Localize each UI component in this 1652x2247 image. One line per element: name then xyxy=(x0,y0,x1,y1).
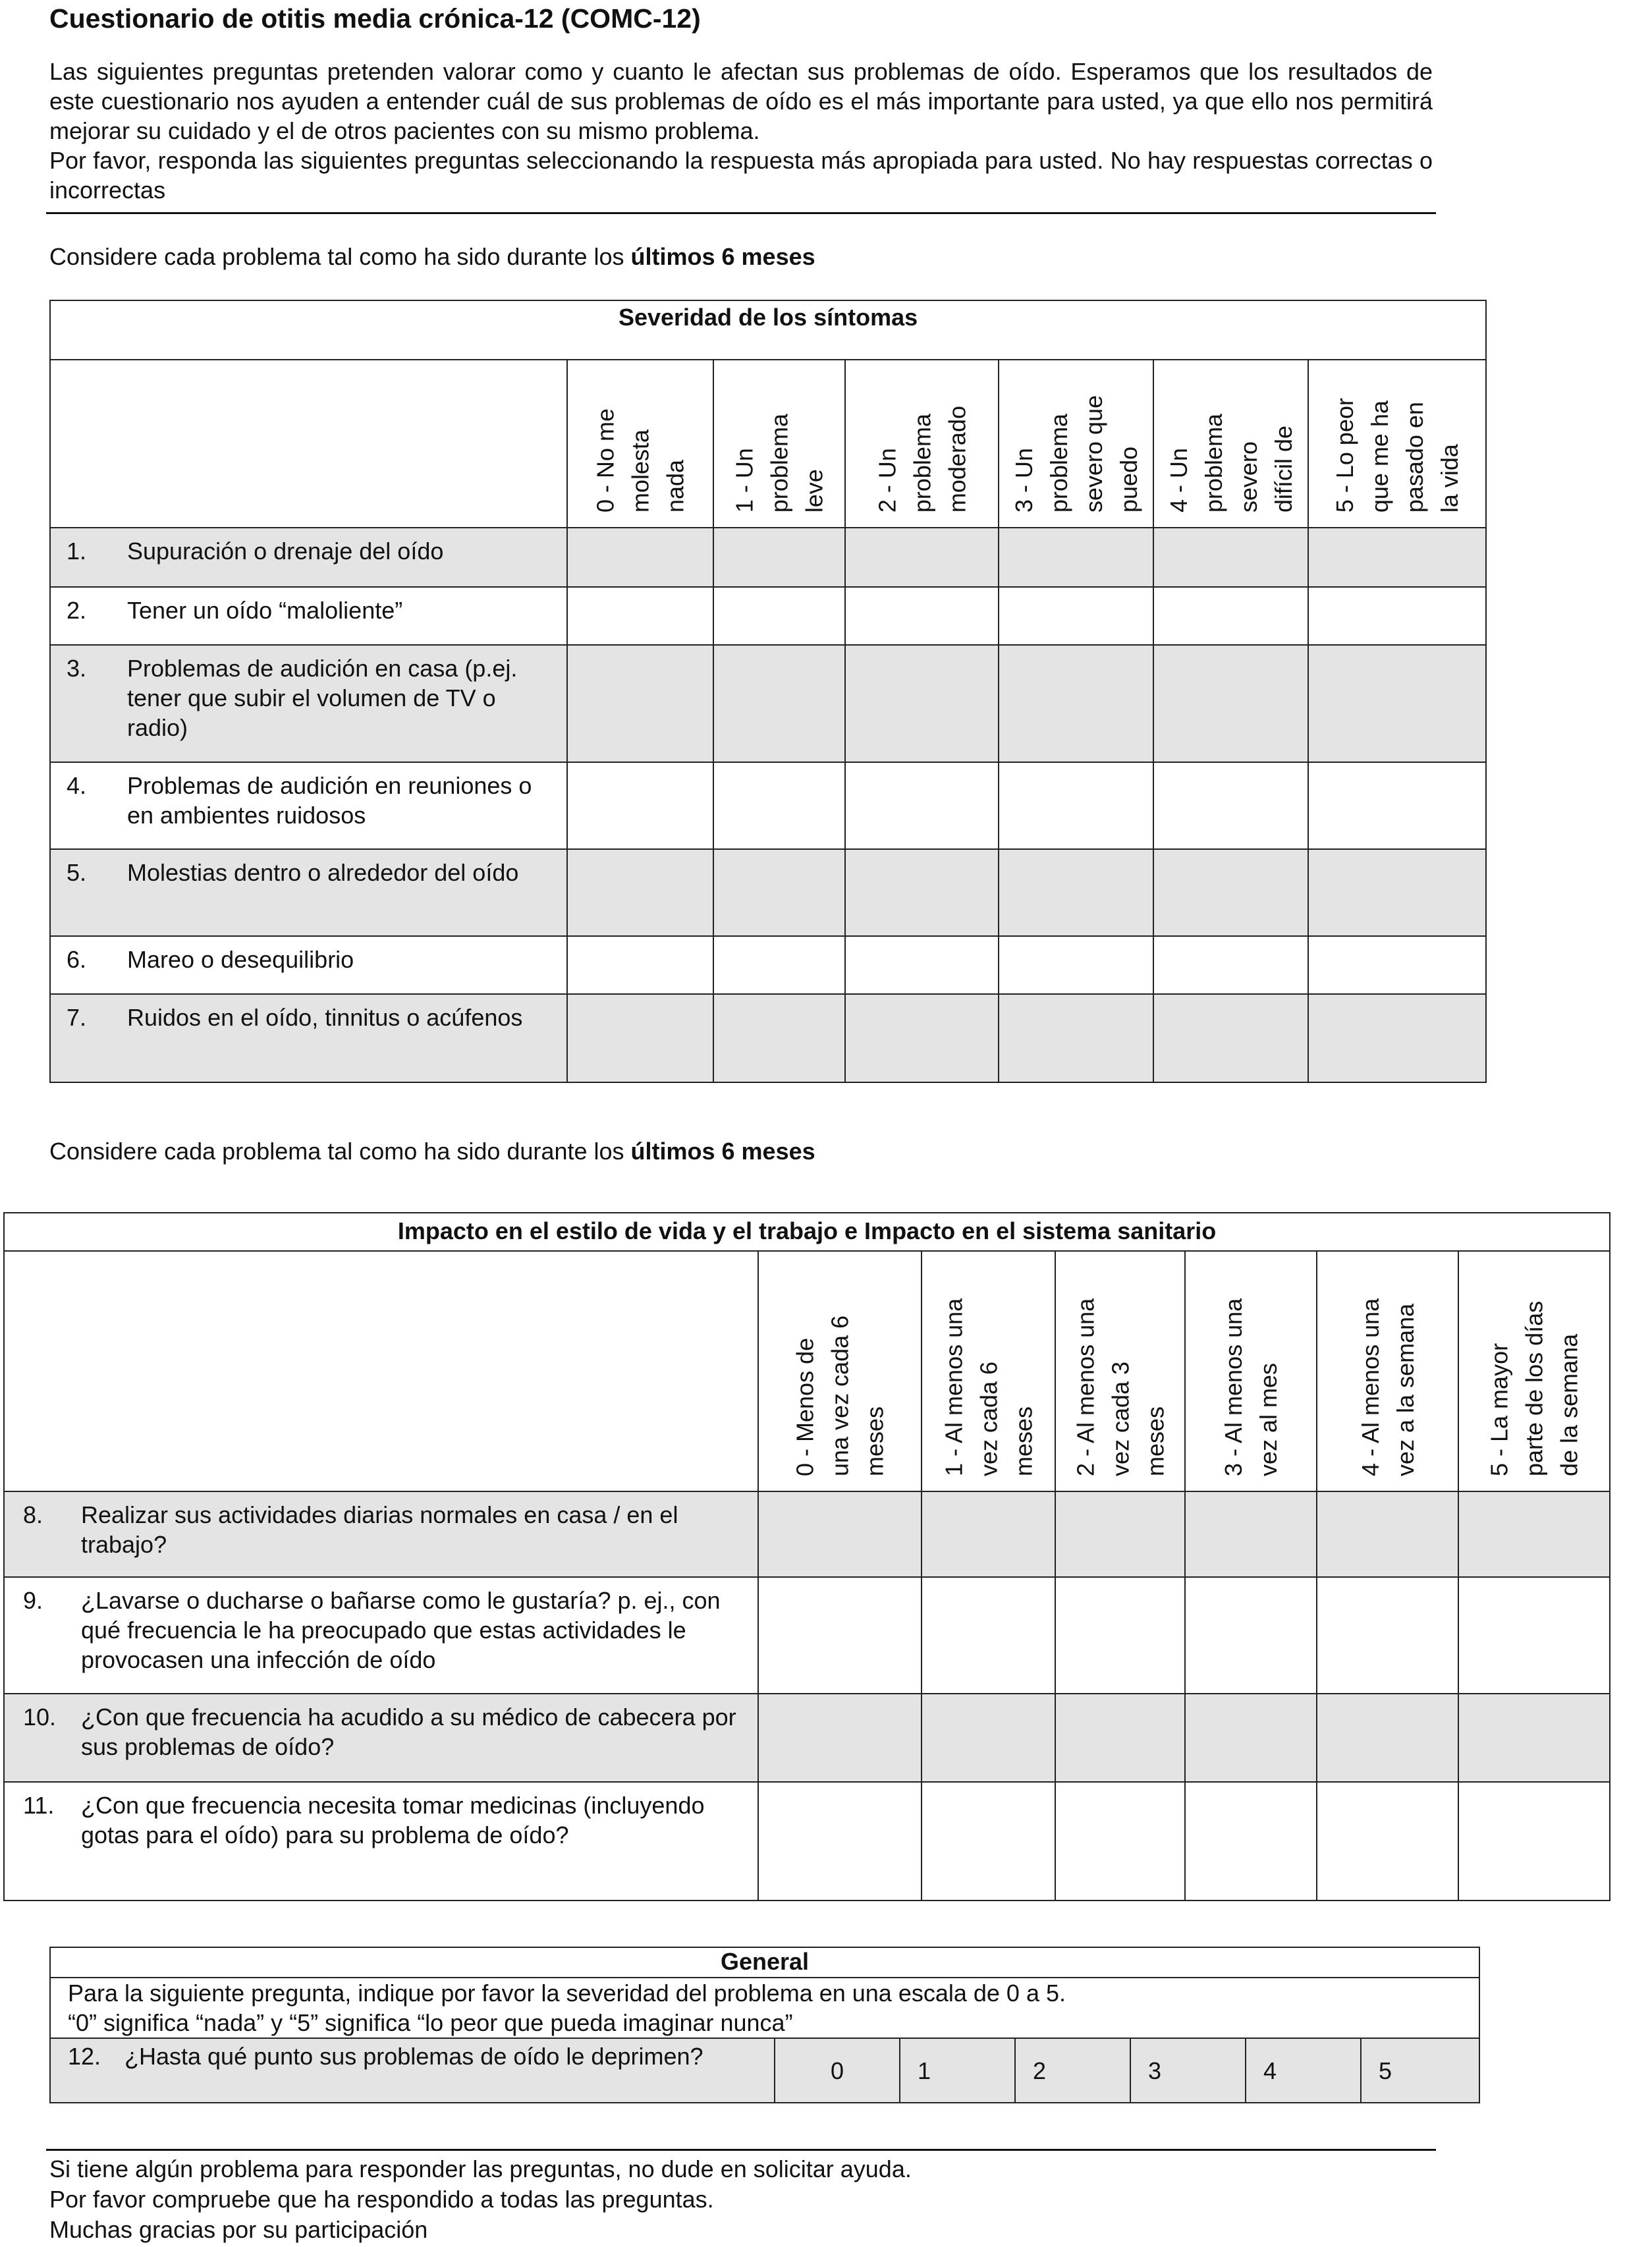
answer-cell[interactable] xyxy=(922,1577,1055,1694)
answer-cell[interactable] xyxy=(713,762,845,849)
answer-cell[interactable] xyxy=(567,528,713,587)
general-heading: General xyxy=(50,1947,1479,1978)
answer-cell[interactable] xyxy=(1308,762,1486,849)
answer-cell[interactable] xyxy=(999,587,1153,645)
consider-note-2: Considere cada problema tal como ha sido durante los últimos 6 meses xyxy=(49,1138,815,1165)
answer-cell[interactable] xyxy=(1153,936,1308,994)
table-row: 9. ¿Lavarse o ducharse o bañarse como le gustaría? p. ej., con qué frecuencia le ha preocupado que estas actividades le provocasen una infección de oído xyxy=(4,1577,1610,1694)
question-text: Molestias dentro o alrededor del oído xyxy=(127,859,519,886)
table-row: 7. Ruidos en el oído, tinnitus o acúfenos xyxy=(50,994,1486,1082)
answer-cell[interactable] xyxy=(1185,1491,1317,1577)
answer-cell[interactable] xyxy=(567,936,713,994)
general-instruction-2: “0” significa “nada” y “5” significa “lo peor que pueda imaginar nunca” xyxy=(68,2009,793,2036)
answer-cell[interactable] xyxy=(1153,528,1308,587)
answer-cell[interactable] xyxy=(567,645,713,762)
footer-line-1: Si tiene algún problema para responder las preguntas, no dude en solicitar ayuda. xyxy=(49,2155,912,2182)
table-row: 3. Problemas de audición en casa (p.ej. tener que subir el volumen de TV o radio) xyxy=(50,645,1486,762)
answer-cell[interactable] xyxy=(713,849,845,936)
answer-cell[interactable] xyxy=(845,645,999,762)
question-text: Tener un oído “maloliente” xyxy=(127,597,403,624)
answer-cell[interactable] xyxy=(567,762,713,849)
scale-option-5[interactable]: 5 xyxy=(1361,2038,1479,2103)
answer-cell[interactable] xyxy=(845,936,999,994)
severity-option-0: 0 - No me molesta nada xyxy=(592,408,689,513)
consider-note-1: Considere cada problema tal como ha sido durante los últimos 6 meses xyxy=(49,243,815,270)
table-row: 1. Supuración o drenaje del oído xyxy=(50,528,1486,587)
scale-option-4[interactable]: 4 xyxy=(1246,2038,1361,2103)
symptoms-heading: Severidad de los síntomas xyxy=(50,300,1486,360)
question-text: ¿Lavarse o ducharse o bañarse como le gustaría? p. ej., con qué frecuencia le ha preocupado que estas actividades le provocasen una infección de oído xyxy=(81,1587,721,1673)
table-row: 12. ¿Hasta qué punto sus problemas de oído le deprimen? 0 1 2 3 4 5 xyxy=(50,2038,1479,2103)
answer-cell[interactable] xyxy=(1055,1782,1185,1900)
scale-option-3[interactable]: 3 xyxy=(1130,2038,1246,2103)
answer-cell[interactable] xyxy=(1153,762,1308,849)
answer-cell[interactable] xyxy=(1458,1491,1610,1577)
answer-cell[interactable] xyxy=(567,587,713,645)
divider xyxy=(46,212,1436,214)
question-text: Problemas de audición en reuniones o en ambientes ruidosos xyxy=(127,772,532,829)
answer-cell[interactable] xyxy=(1308,849,1486,936)
answer-cell[interactable] xyxy=(922,1782,1055,1900)
table-row: 11. ¿Con que frecuencia necesita tomar medicinas (incluyendo gotas para el oído) para su problema de oído? xyxy=(4,1782,1610,1900)
answer-cell[interactable] xyxy=(1185,1577,1317,1694)
answer-cell[interactable] xyxy=(758,1577,922,1694)
answer-cell[interactable] xyxy=(713,645,845,762)
frequency-option-3: 3 - Al menos una vez al mes xyxy=(1220,1298,1282,1476)
answer-cell[interactable] xyxy=(567,849,713,936)
table-row: 10. ¿Con que frecuencia ha acudido a su médico de cabecera por sus problemas de oído? xyxy=(4,1694,1610,1782)
answer-cell[interactable] xyxy=(845,849,999,936)
divider xyxy=(46,2149,1436,2151)
scale-option-1[interactable]: 1 xyxy=(900,2038,1015,2103)
answer-cell[interactable] xyxy=(845,762,999,849)
answer-cell[interactable] xyxy=(1153,849,1308,936)
severity-option-2: 2 - Un problema moderado xyxy=(873,405,970,513)
table-row: 2. Tener un oído “maloliente” xyxy=(50,587,1486,645)
answer-cell[interactable] xyxy=(999,645,1153,762)
answer-cell[interactable] xyxy=(999,849,1153,936)
answer-cell[interactable] xyxy=(1317,1782,1458,1900)
answer-cell[interactable] xyxy=(713,936,845,994)
symptoms-table xyxy=(49,300,1487,1083)
answer-cell[interactable] xyxy=(1308,936,1486,994)
impact-table xyxy=(3,1212,1611,1901)
footer-line-2: Por favor compruebe que ha respondido a todas las preguntas. xyxy=(49,2186,714,2213)
question-text: Realizar sus actividades diarias normales en casa / en el trabajo? xyxy=(81,1501,678,1558)
scale-option-0[interactable]: 0 xyxy=(775,2038,900,2103)
answer-cell[interactable] xyxy=(1458,1694,1610,1782)
scale-option-2[interactable]: 2 xyxy=(1015,2038,1130,2103)
answer-cell[interactable] xyxy=(713,528,845,587)
answer-cell[interactable] xyxy=(1185,1694,1317,1782)
answer-cell[interactable] xyxy=(845,994,999,1082)
question-text: ¿Hasta qué punto sus problemas de oído le deprimen? xyxy=(124,2043,703,2070)
answer-cell[interactable] xyxy=(1055,1577,1185,1694)
intro-paragraph-1: Las siguientes preguntas pretenden valorar como y cuanto le afectan sus problemas de oído. Esperamos que los resultados de este cuestionario nos ayuden a entender cuál de sus problemas de oído es el más importante para usted, ya que ello nos permitirá mejorar su cuidado y el de otros pacientes con su mismo problema. xyxy=(49,58,1433,144)
answer-cell[interactable] xyxy=(567,994,713,1082)
impact-heading: Impacto en el estilo de vida y el trabajo e Impacto en el sistema sanitario xyxy=(4,1213,1610,1251)
general-table xyxy=(49,1947,1480,2103)
severity-option-1: 1 - Un problema leve xyxy=(730,413,828,513)
answer-cell[interactable] xyxy=(758,1782,922,1900)
footer-line-3: Muchas gracias por su participación xyxy=(49,2216,428,2243)
answer-cell[interactable] xyxy=(1458,1577,1610,1694)
answer-cell[interactable] xyxy=(922,1694,1055,1782)
answer-cell[interactable] xyxy=(999,528,1153,587)
answer-cell[interactable] xyxy=(999,994,1153,1082)
question-text: Problemas de audición en casa (p.ej. tener que subir el volumen de TV o radio) xyxy=(127,655,518,741)
answer-cell[interactable] xyxy=(1308,994,1486,1082)
page-title: Cuestionario de otitis media crónica-12 (COMC-12) xyxy=(49,3,701,34)
answer-cell[interactable] xyxy=(1317,1491,1458,1577)
answer-cell[interactable] xyxy=(922,1491,1055,1577)
answer-cell[interactable] xyxy=(1153,645,1308,762)
answer-cell[interactable] xyxy=(845,528,999,587)
question-text: Ruidos en el oído, tinnitus o acúfenos xyxy=(127,1004,523,1031)
question-text: Supuración o drenaje del oído xyxy=(127,538,444,565)
answer-cell[interactable] xyxy=(1055,1491,1185,1577)
answer-cell[interactable] xyxy=(758,1491,922,1577)
answer-cell[interactable] xyxy=(1055,1694,1185,1782)
answer-cell[interactable] xyxy=(758,1694,922,1782)
answer-cell[interactable] xyxy=(1185,1782,1317,1900)
frequency-option-1: 1 - Al menos una vez cada 6 meses xyxy=(940,1298,1037,1476)
question-text: ¿Con que frecuencia necesita tomar medicinas (incluyendo gotas para el oído) para su problema de oído? xyxy=(81,1792,705,1848)
frequency-option-4: 4 - Al menos una vez a la semana xyxy=(1356,1298,1419,1476)
general-instruction-1: Para la siguiente pregunta, indique por favor la severidad del problema en una escala de 0 a 5. xyxy=(68,1980,1066,2007)
table-row: 4. Problemas de audición en reuniones o en ambientes ruidosos xyxy=(50,762,1486,849)
footer xyxy=(49,2154,912,2245)
answer-cell[interactable] xyxy=(1317,1694,1458,1782)
severity-option-3: 3 - Un problema severo que puedo xyxy=(1010,395,1142,513)
severity-option-4: 4 - Un problema severo difícil de xyxy=(1165,413,1297,513)
answer-cell[interactable] xyxy=(845,587,999,645)
symptoms-scale-header xyxy=(50,360,1486,528)
table-row: 8. Realizar sus actividades diarias normales en casa / en el trabajo? xyxy=(4,1491,1610,1577)
answer-cell[interactable] xyxy=(1153,587,1308,645)
question-text: Mareo o desequilibrio xyxy=(127,946,354,973)
table-row: 6. Mareo o desequilibrio xyxy=(50,936,1486,994)
frequency-option-2: 2 - Al menos una vez cada 3 meses xyxy=(1072,1298,1169,1476)
intro-paragraph-2: Por favor, responda las siguientes preguntas seleccionando la respuesta más apropiada para usted. No hay respuestas correctas o incorrectas xyxy=(49,147,1433,204)
answer-cell[interactable] xyxy=(713,994,845,1082)
impact-scale-header xyxy=(4,1251,1610,1491)
answer-cell[interactable] xyxy=(999,936,1153,994)
frequency-option-5: 5 - La mayor parte de los días de la semana xyxy=(1485,1300,1583,1476)
answer-cell[interactable] xyxy=(1308,645,1486,762)
question-text: ¿Con que frecuencia ha acudido a su médico de cabecera por sus problemas de oído? xyxy=(81,1704,736,1760)
answer-cell[interactable] xyxy=(1308,528,1486,587)
answer-cell[interactable] xyxy=(999,762,1153,849)
intro xyxy=(49,57,1433,205)
answer-cell[interactable] xyxy=(713,587,845,645)
answer-cell[interactable] xyxy=(1458,1782,1610,1900)
severity-option-5: 5 - Lo peor que me ha pasado en la vida xyxy=(1331,397,1464,513)
table-row: 5. Molestias dentro o alrededor del oído xyxy=(50,849,1486,936)
answer-cell[interactable] xyxy=(1153,994,1308,1082)
answer-cell[interactable] xyxy=(1317,1577,1458,1694)
answer-cell[interactable] xyxy=(1308,587,1486,645)
frequency-option-0: 0 - Menos de una vez cada 6 meses xyxy=(791,1315,889,1476)
